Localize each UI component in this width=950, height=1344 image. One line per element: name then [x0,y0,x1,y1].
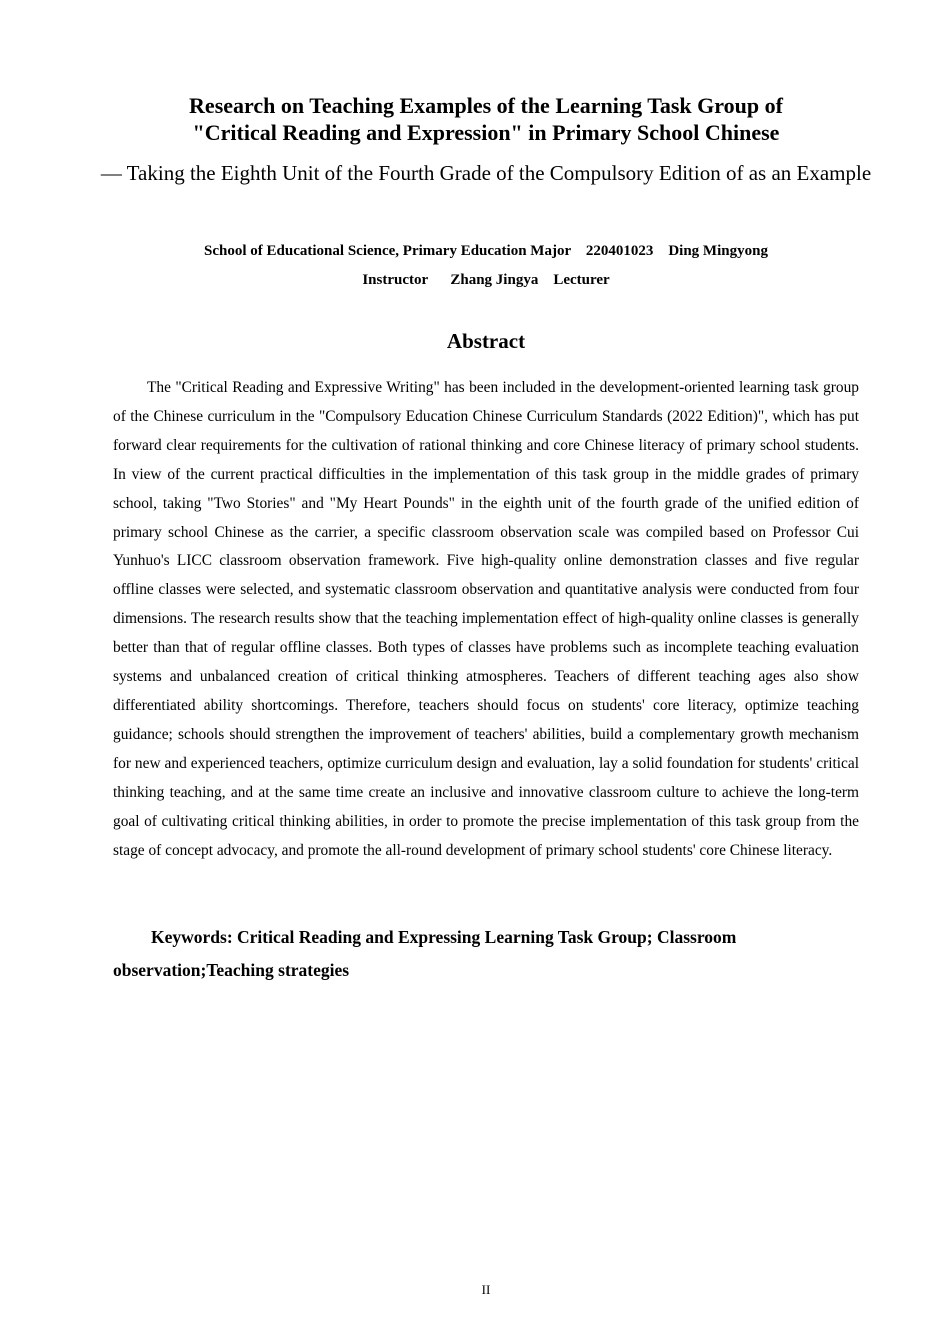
page-number: II [481,1282,491,1297]
paper-title-line-1: Research on Teaching Examples of the Learning Task Group of [189,93,783,118]
abstract-body: The "Critical Reading and Expressive Writing" has been included in the development-oriented learning task group of the Chinese curriculum in the "Compulsory Education Chinese Curriculum Standards (2022 Edition)", which has put forward clear requirements for the cultivation of rational thinking and core Chinese literacy of primary school students. In view of the current practical difficulties in the implementation of this task group in the middle grades of primary school, taking "Two Stories" and "My Heart Pounds" in the eighth unit of the fourth grade of the unified edition of primary school Chinese as the carrier, a specific classroom observation scale was compiled based on Professor Cui Yunhuo's LICC classroom observation framework. Five high-quality online demonstration classes and five regular offline classes were selected, and systematic classroom observation and quantitative analysis were conducted from four dimensions. The research results show that the teaching implementation effect of high-quality online classes is generally better than that of regular offline classes. Both types of classes have problems such as incomplete teaching evaluation systems and unbalanced creation of critical thinking atmospheres. Teachers of different teaching ages also show differentiated ability shortcomings. Therefore, teachers should focus on students' core literacy, optimize teaching guidance; schools should strengthen the improvement of teachers' abilities, build a complementary growth mechanism for new and experienced teachers, optimize curriculum design and evaluation, lay a solid foundation for students' critical thinking teaching, and at the same time create an inclusive and innovative classroom culture to achieve the long-term goal of cultivating critical thinking abilities, in order to promote the precise implementation of this task group from the stage of concept advocacy, and promote the all-round development of primary school students' core Chinese literacy. [113,379,859,859]
instructor-line: Instructor Zhang Jingya Lecturer [362,272,610,288]
abstract-heading: Abstract [446,329,526,353]
author-affiliation-line: School of Educational Science, Primary Education Major 220401023 Ding Mingyong [204,243,768,259]
paper-title-line-2: "Critical Reading and Expression" in Primary School Chinese [192,120,780,145]
keywords: Keywords: Critical Reading and Expressing Learning Task Group; Classroom observation;Teaching strategies [113,927,737,980]
paper-subtitle: — Taking the Eighth Unit of the Fourth Grade of the Compulsory Edition of as an Example [100,161,872,185]
paper-title [60,92,912,146]
